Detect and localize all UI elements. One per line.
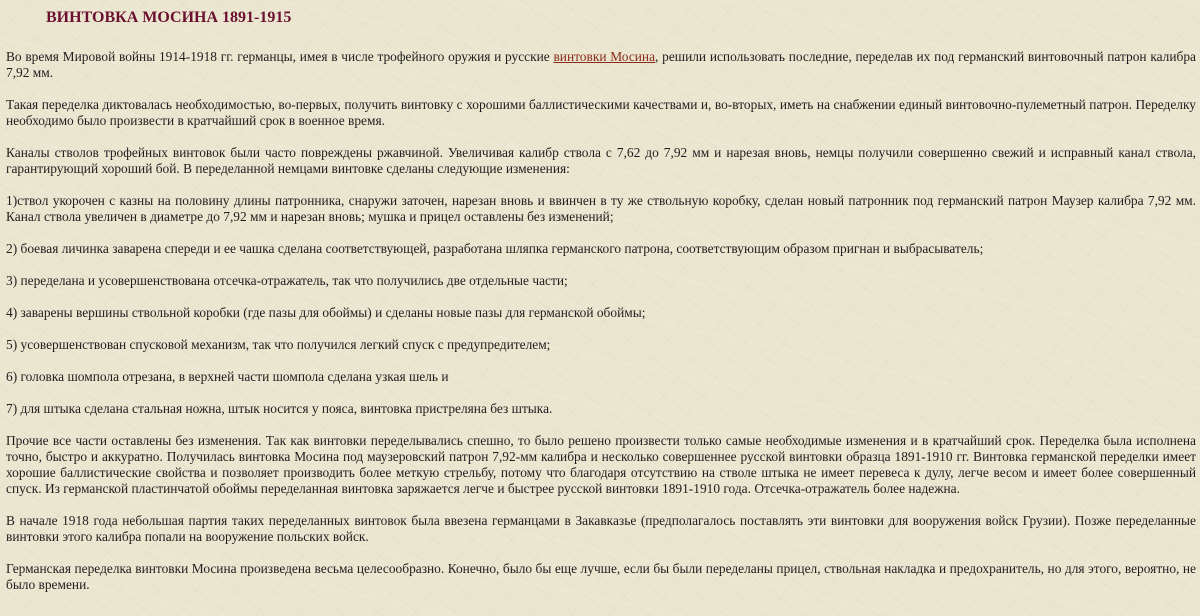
paragraph: Германская переделка винтовки Мосина произведена весьма целесообразно. Конечно, было бы еще лучше, если бы были переделаны прицел, ствольная накладка и предохранитель, но для этого, вероятно, не было времени. bbox=[6, 561, 1196, 592]
paragraph: В начале 1918 года небольшая партия таких переделанных винтовок была ввезена германцами в Закавказье (предполагалось поставлять эти винтовки для вооружения войск Грузии). Позже переделанные винтовки этого калибра попали на вооружение польских войск. bbox=[6, 513, 1196, 544]
paragraph: Каналы стволов трофейных винтовок были часто повреждены ржавчиной. Увеличивая калибр ствола с 7,62 до 7,92 мм и нарезая вновь, немцы получили совершенно свежий и исправный канал ствола, гарантирующий хороший бой. В переделанной немцами винтовке сделаны следующие изменения: bbox=[6, 145, 1196, 176]
paragraph-intro bbox=[6, 49, 1196, 81]
article-body bbox=[6, 49, 1196, 593]
paragraph: Такая переделка диктовалась необходимостью, во-первых, получить винтовку с хорошими баллистическими качествами и, во-вторых, иметь на снабжении единый винтовочно-пулеметный патрон. Переделку необходимо было произвести в кратчайший срок в военное время. bbox=[6, 97, 1196, 128]
list-item: 5) усовершенствован спусковой механизм, так что получился легкий спуск с предупредителем; bbox=[6, 337, 551, 352]
list-item: 1)ствол укорочен с казны на половину длины патронника, снаружи заточен, нарезан вновь и ввинчен в ту же ствольную коробку, сделан новый патронник под германский патрон Маузер калибра 7,92 мм. Канал ствола увеличен в диаметре до 7,92 мм и нарезан вновь; мушка и прицел оставлены без изменений; bbox=[6, 193, 1196, 224]
page-title: ВИНТОВКА МОСИНА 1891-1915 bbox=[46, 9, 292, 26]
list-item: 7) для штыка сделана стальная ножна, штык носится у пояса, винтовка пристреляна без штыка. bbox=[6, 401, 553, 416]
mosin-rifle-link[interactable]: винтовки Мосина bbox=[553, 49, 656, 64]
page bbox=[6, 0, 1196, 609]
paragraph: Прочие все части оставлены без изменения. Так как винтовки переделывались спешно, то было решено произвести только самые необходимые изменения и в кратчайший срок. Переделка была исполнена точно, быстро и аккуратно. Получилась винтовка Мосина под маузеровский патрон 7,92-мм калибра и несколько совершеннее русской винтовки образца 1891-1910 гг. Винтовка германской переделки имеет хорошие баллистические свойства и позволяет производить более меткую стрельбу, потому что благодаря отсутствию на стволе штыка не имеет перевеса к дулу, легче весом и имеет более совершенный спуск. Из германской пластинчатой обоймы переделанная винтовка заряжается легче и быстрее русской винтовки 1891-1910 года. Отсечка-отражатель более надежна. bbox=[6, 433, 1196, 496]
list-item: 6) головка шомпола отрезана, в верхней части шомпола сделана узкая шель и bbox=[6, 369, 449, 384]
list-item: 4) заварены вершины ствольной коробки (где пазы для обоймы) и сделаны новые пазы для германской обоймы; bbox=[6, 305, 646, 320]
list-item: 3) переделана и усовершенствована отсечка-отражатель, так что получились две отдельные части; bbox=[6, 273, 568, 288]
intro-text-before: Во время Мировой войны 1914-1918 гг. германцы, имея в числе трофейного оружия и русские bbox=[6, 49, 554, 64]
list-item: 2) боевая личинка заварена спереди и ее чашка сделана соответствующей, разработана шляпка германского патрона, соответствующим образом пригнан и выбрасыватель; bbox=[6, 241, 984, 256]
intro-text-after: , решили использовать последние, переделав их под германский винтовочный патрон калибра 7,92 мм. bbox=[6, 49, 1196, 80]
